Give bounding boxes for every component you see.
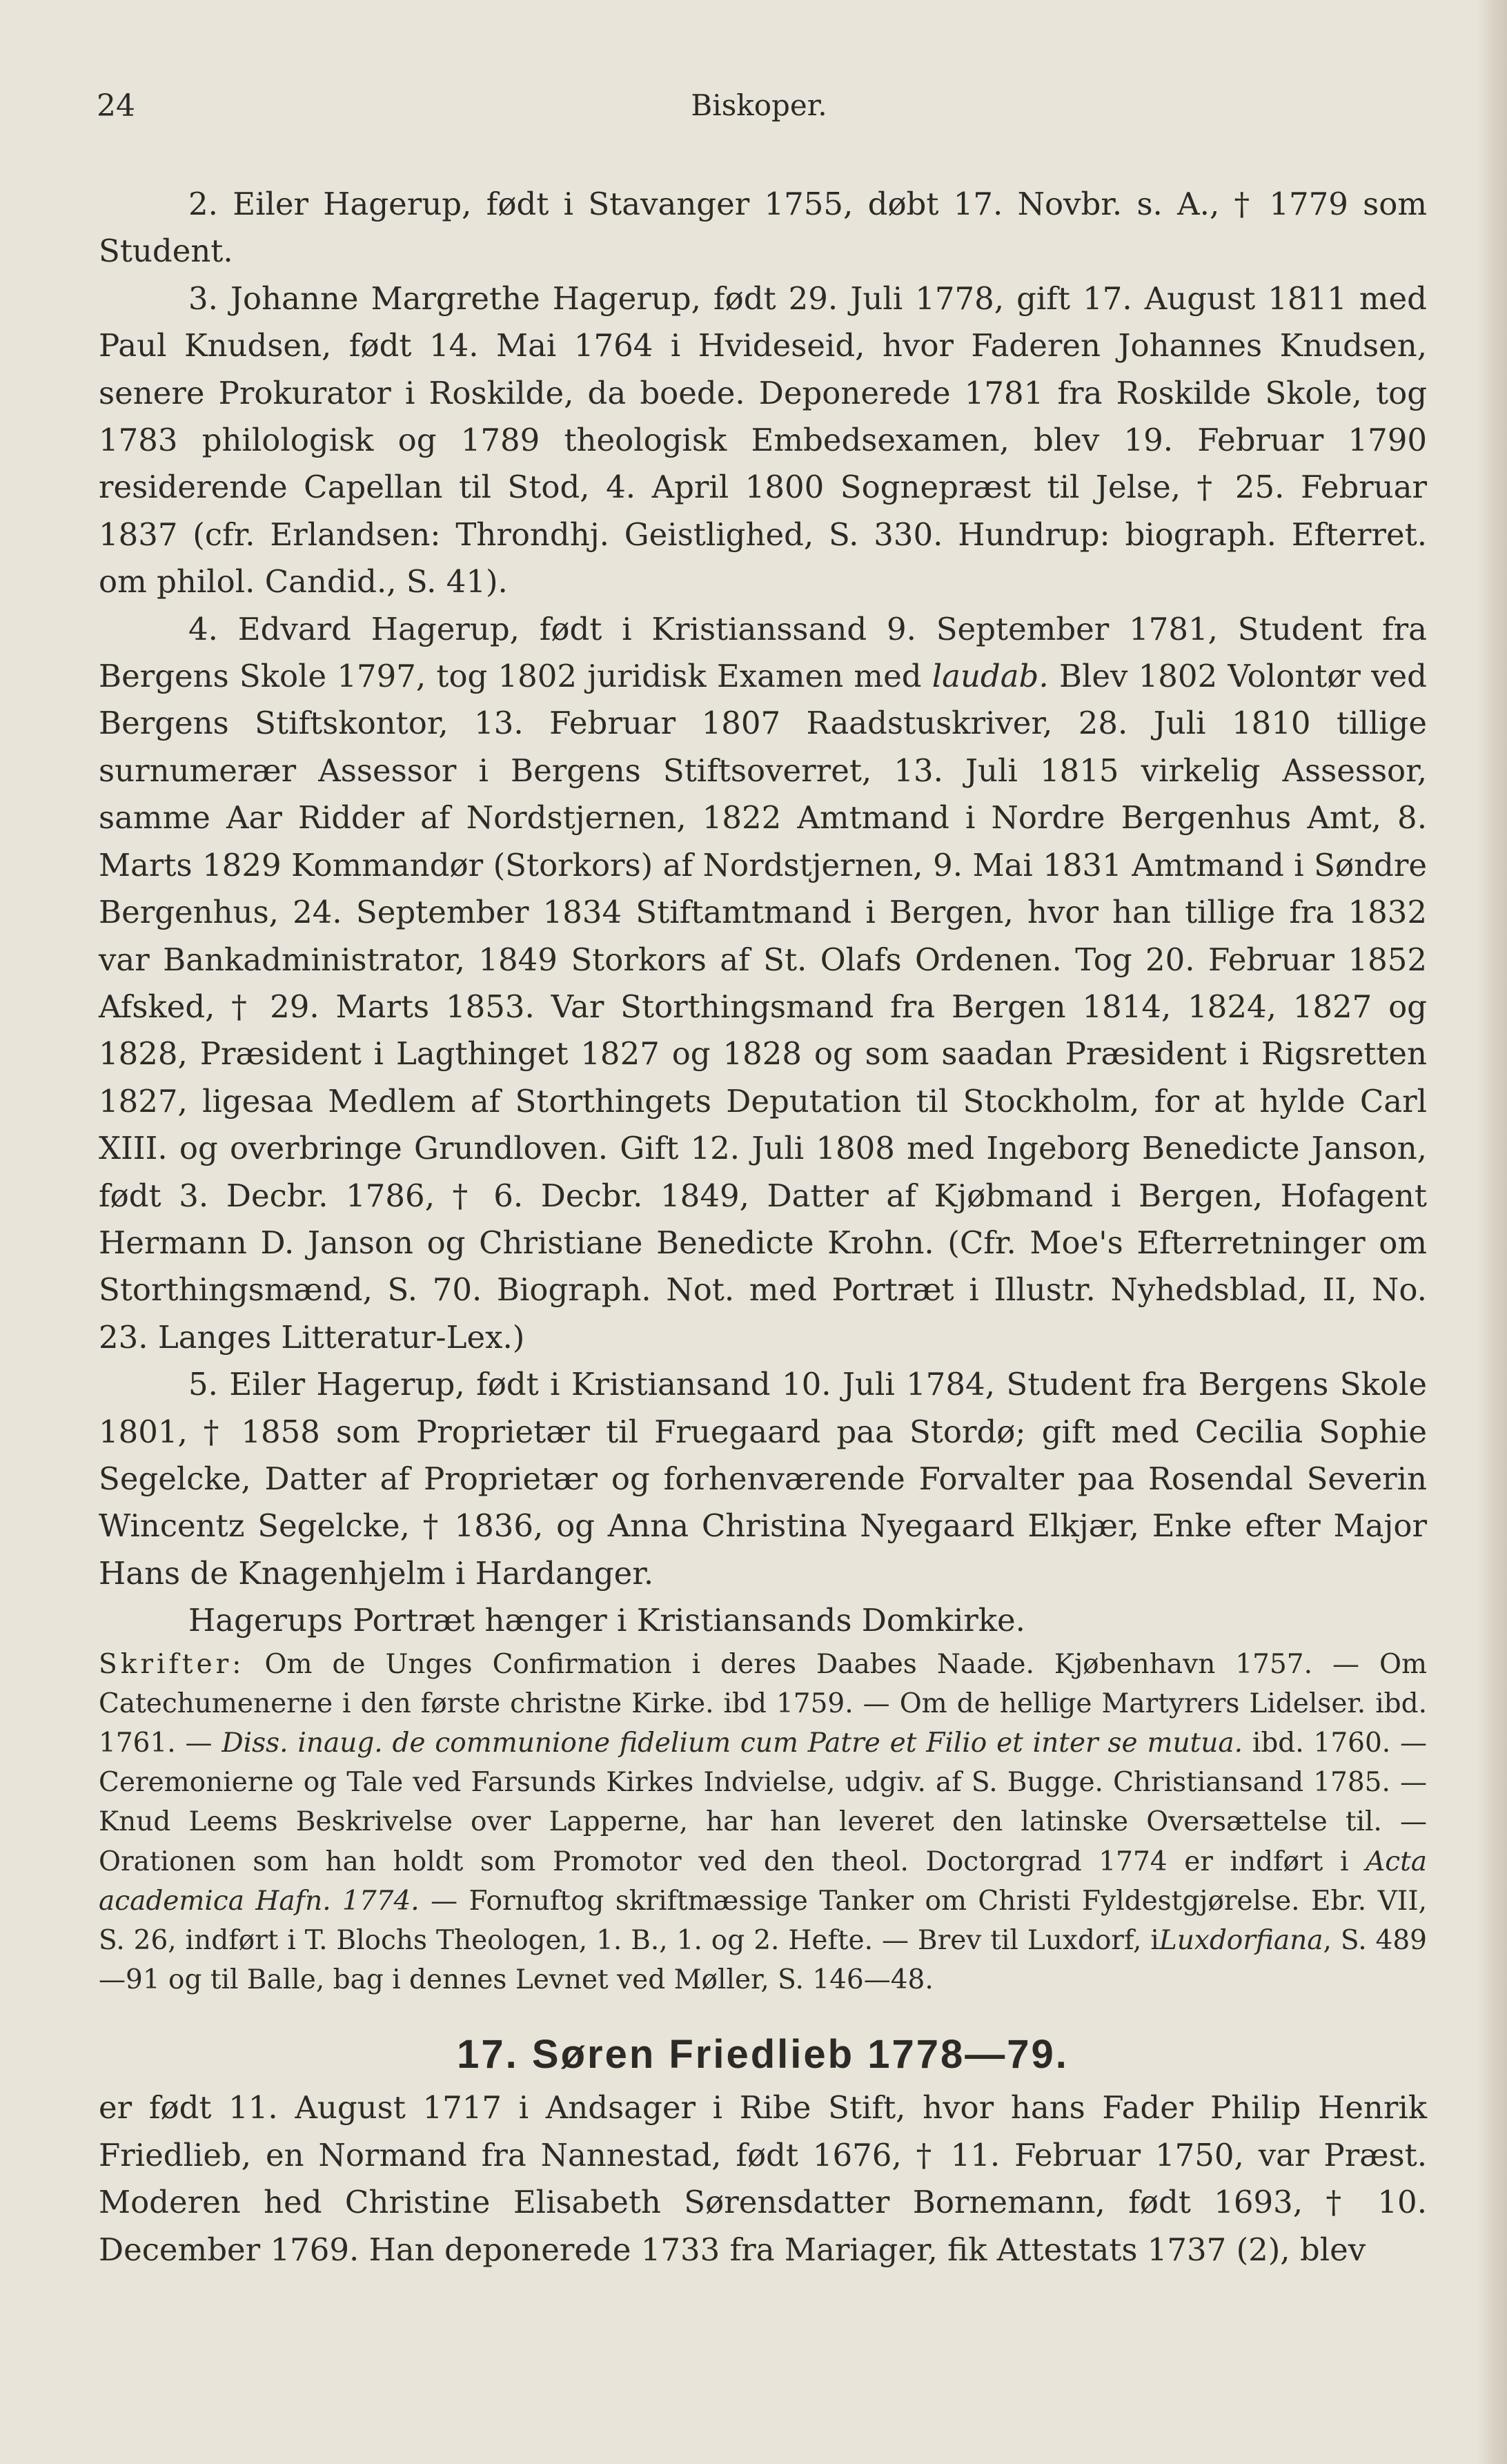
writings-text: ibd. 1760. — Ceremonierne og Tale ved Farsunds Kirkes Indvielse, udgiv. af S. Bugge. Christiansand 1785. — Knud Leems Beskrivelse over Lapperne, har han leveret den latinske Oversættelse til. — Orationen som han holdt som Promotor ved den theol. Doctorgrad 1774 er indført i [99,1728,1428,1877]
writings-text: , S. 489—91 og til Balle, bag i dennes Levnet ved Møller, S. 146—48. [99,1925,1427,1996]
item-3 [99,275,1427,606]
item-text: Edvard Hagerup, født i Kristianssand 9. September 1781, Student fra Bergens Skole 1797, tog 1802 juridisk Examen med [99,610,1427,695]
running-title: Biskoper. [691,88,827,122]
item-text: Eiler Hagerup, født i Stavanger 1755, døbt 17. Novbr. s. A., † 1779 som Student. [99,186,1427,270]
item-text: Johanne Margrethe Hagerup, født 29. Juli 1778, gift 17. August 1811 med Paul Knudsen, født 14. Mai 1764 i Hvideseid, hvor Faderen Johannes Knudsen, senere Prokurator i Roskilde, da boede. Deponerede 1781 fra Roskilde Skole, tog 1783 philologisk og 1789 theologisk Embedsexamen, blev 19. Februar 1790 residerende Capellan til Stod, 4. April 1800 Sognepræst til Jelse, † 25. Februar 1837 (cfr. Erlandsen: Throndhj. Geistlighed, S. 330. Hundrup: biograph. Efterret. om philol. Candid., S. 41). [99,280,1427,600]
item-number: 5. [188,1366,218,1403]
item-italic: laudab. [932,658,1049,695]
running-head [97,88,1421,130]
writings-italic: Diss. inaug. de communione fidelium cum Patre et Filio et inter se mutua. [221,1728,1243,1759]
page-number: 24 [97,88,135,124]
section-text: er født 11. August 1717 i Andsager i Ribe Stift, hvor hans Fader Philip Henrik Friedlieb, en Normand fra Nannestad, født 1676, † 11. Februar 1750, var Præst. Moderen hed Christine Elisabeth Sørensdatter Bornemann, født 1693, † 10. December 1769. Han deponerede 1733 fra Mariager, fik Attestats 1737 (2), blev [99,2089,1427,2268]
writings-italic: Luxdorfiana [1159,1925,1323,1957]
item-text: Eiler Hagerup, født i Kristiansand 10. Juli 1784, Student fra Bergens Skole 1801, † 1858 som Proprietær til Fruegaard paa Stordø; gift med Cecilia Sophie Segelcke, Datter af Proprietær og forhenværende Forvalter paa Rosendal Severin Wincentz Segelcke, † 1836, og Anna Christina Nyegaard Elkjær, Enke efter Major Hans de Knagenhjelm i Hardanger. [99,1366,1427,1592]
page-edge-shadow [1477,0,1507,2464]
item-number: 4. [188,610,218,647]
item-5 [99,1361,1427,1597]
writings-label: Skrifter: [99,1648,245,1680]
item-number: 2. [188,186,218,222]
section-heading: 17. Søren Friedlieb 1778—79. [457,2032,1069,2077]
portrait-note: Hagerups Portræt hænger i Kristiansands Domkirke. [188,1602,1025,1639]
writings-text: — Fornuftog skriftmæssige Tanker om Christi Fyldestgjørelse. Ebr. VII, S. 26, indført i T. Blochs Theologen, 1. B., 1. og 2. Hefte. — Brev til Luxdorf, i [99,1885,1428,1957]
writings-text: Om de Unges Confirmation i deres Daabes Naade. Kjøbenhavn 1757. — Om Catechumenerne i den første christne Kirke. ibd 1759. — Om de hellige Martyrers Lidelser. ibd. 1761. — [99,1648,1427,1759]
item-4 [99,606,1427,1362]
item-number: 3. [188,280,218,317]
page-body [99,181,1427,2274]
item-2 [99,181,1427,275]
writings [99,1645,1427,2000]
writings-italic: Acta academica Hafn. 1774. [99,1846,1427,1917]
item-text: Blev 1802 Volontør ved Bergens Stiftskontor, 13. Februar 1807 Raadstuskriver, 28. Juli 1810 tillige surnumerær Assessor i Bergens Stiftsoverret, 13. Juli 1815 virkelig Assessor, samme Aar Ridder af Nordstjernen, 1822 Amtmand i Nordre Bergenhus Amt, 8. Marts 1829 Kommandør (Storkors) af Nordstjernen, 9. Mai 1831 Amtmand i Søndre Bergenhus, 24. September 1834 Stiftamtmand i Bergen, hvor han tillige fra 1832 var Bankadministrator, 1849 Storkors af St. Olafs Ordenen. Tog 20. Februar 1852 Afsked, † 29. Marts 1853. Var Storthingsmand fra Bergen 1814, 1824, 1827 og 1828, Præsident i Lagthinget 1827 og 1828 og som saadan Præsident i Rigsretten 1827, ligesaa Medlem af Storthingets Deputation til Stockholm, for at hylde Carl XIII. og overbringe Grundloven. Gift 12. Juli 1808 med Ingeborg Benedicte Janson, født 3. Decbr. 1786, † 6. Decbr. 1849, Datter af Kjøbmand i Bergen, Hofagent Hermann D. Janson og Christiane Benedicte Krohn. (Cfr. Moe's Efterretninger om Storthingsmænd, S. 70. Biograph. Not. med Portræt i Illustr. Nyhedsblad, II, No. 23. Langes Litteratur-Lex.) [99,658,1427,1356]
